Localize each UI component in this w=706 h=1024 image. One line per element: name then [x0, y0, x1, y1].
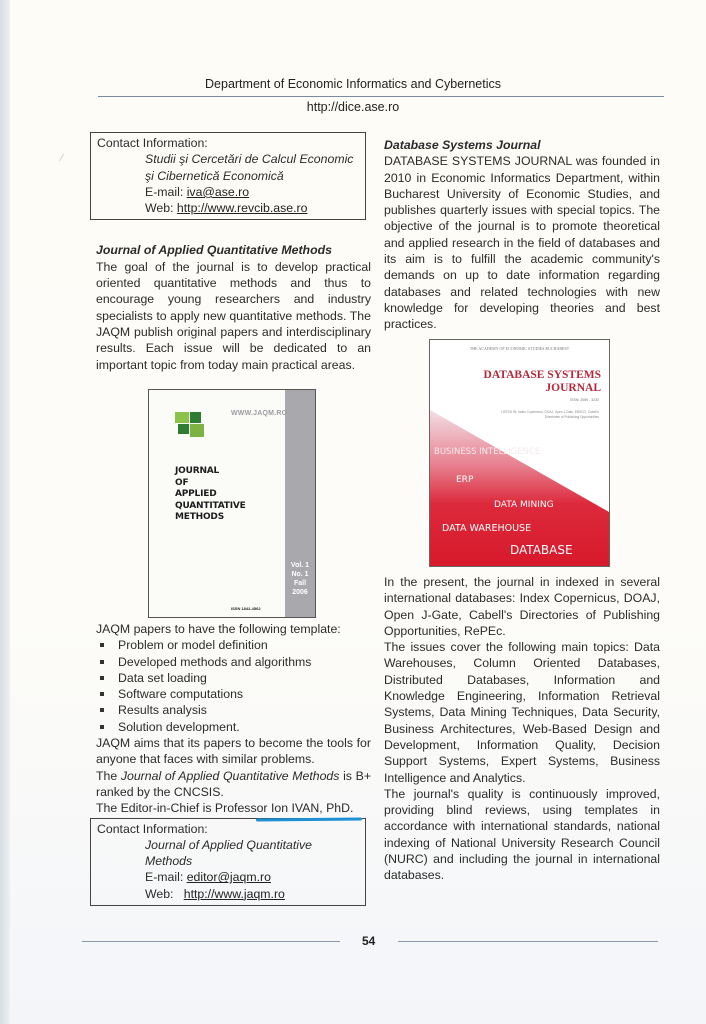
email-label: E-mail: — [145, 184, 184, 199]
web-row — [97, 200, 359, 216]
contact-label: Contact Information: — [97, 821, 208, 836]
cover-term: ERP — [456, 475, 474, 485]
logo-square — [178, 424, 189, 434]
cover-title-line: DATABASE SYSTEMS — [483, 369, 601, 381]
cover-volume — [289, 561, 311, 597]
cover-academy: THE ACADEMY OF ECONOMIC STUDIES BUCHAREST — [469, 346, 570, 351]
footer-rule-right — [398, 941, 658, 942]
cover-title-line: QUANTITATIVE — [175, 500, 246, 511]
ranking-journal: Journal of Applied Quantitative Methods — [120, 768, 340, 783]
web-link[interactable]: http://www.revcib.ase.ro — [176, 201, 308, 216]
footer-rule-left — [82, 941, 340, 942]
web-link[interactable]: http://www.jaqm.ro — [183, 886, 285, 901]
jaqm-editor: The Editor-in-Chief is Professor Ion IVAN, PhD. — [96, 801, 354, 816]
cover-term: BUSINESS INTELLIGENCE — [434, 447, 541, 457]
right-column-lower — [384, 574, 660, 884]
web-row — [97, 886, 359, 902]
scan-edge — [0, 0, 10, 1024]
ranking-suffix: is B+ ranked by the CNCSIS. — [96, 768, 371, 799]
right-column — [384, 137, 660, 333]
list-item: Results analysis — [96, 702, 371, 718]
ranking-prefix: The — [96, 768, 121, 783]
journal-name-line: Journal of Applied Quantitative Methods — [145, 837, 313, 869]
jaqm-heading: Journal of Applied Quantitative Methods — [96, 243, 332, 258]
dbj-topics: The issues cover the following main topics: Data Warehouses, Column Oriented Databases, Distributed Databases, Information and Knowledge Engineering, Information Retrieval Systems, Data Mining Techniques, Data Security, Business Architectures, Web-Based Design and Development, Information Quality, Decision Support Systems, Expert Systems, Business Intelligence and Analytics. — [384, 640, 660, 785]
dbj-indexed: In the present, the journal in indexed in several international databases: Index Copernicus, DOAJ, Open J-Gate, Cabell's Directories of Publishing Opportunities, RePEc. — [384, 575, 660, 638]
cover-vol-line: Vol. 1 — [290, 562, 310, 569]
jaqm-cover-image — [148, 389, 316, 618]
scan-mark: ⁄ — [61, 153, 63, 164]
cover-term: DATABASE — [510, 543, 573, 557]
email-link[interactable]: iva@ase.ro — [186, 184, 250, 199]
logo-square — [190, 424, 204, 437]
email-row — [97, 184, 359, 200]
logo-square — [175, 412, 189, 423]
jaqm-intro: The goal of the journal is to develop practical oriented quantitative methods and thus to encourage young researchers and industry specialists to apply new quantitative methods. The JAQM publish original papers and interdisciplinary results. Each issue will be dedicated to an important topic from today main practical areas. — [96, 259, 371, 372]
cover-title-line: JOURNAL — [545, 382, 601, 394]
cover-title-line: APPLIED — [175, 489, 217, 499]
email-row — [97, 869, 359, 885]
cover-issn: ISSN 1842-4562 — [231, 606, 261, 611]
web-label: Web: — [145, 201, 174, 216]
template-list — [96, 637, 371, 735]
template-intro: JAQM papers to have the following template: — [96, 622, 341, 636]
dbj-heading: Database Systems Journal — [384, 138, 541, 152]
list-item: Data set loading — [96, 670, 371, 686]
cover-url: WWW.JAQM.RO — [231, 410, 288, 417]
journal-name-line: şi Cibernetică Economică — [145, 168, 284, 183]
dbj-quality: The journal's quality is continuously improved, providing blind reviews, using templates in accordance with international standards, national indexing of National University Research Council (NURC) and including the journal in international databases. — [384, 786, 660, 883]
cover-term: DATA MINING — [494, 500, 554, 510]
dbj-cover-image — [429, 339, 610, 567]
logo-square — [190, 412, 201, 423]
cover-vol-line: 2006 — [292, 589, 308, 596]
email-label: E-mail: — [145, 870, 184, 885]
cover-title — [175, 466, 246, 524]
cover-listed: LISTED IN: Index Copernicus, DOAJ, Open J-Gate, EBSCO, Cabell's Directories of Publishing Opportunities — [500, 410, 599, 419]
jaqm-aims: JAQM aims that its papers to become the tools for anyone that faces with similar problems. — [96, 736, 371, 767]
email-link[interactable]: editor@jaqm.ro — [186, 870, 271, 885]
list-item: Solution development. — [96, 719, 371, 735]
list-item: Developed methods and algorithms — [96, 654, 371, 670]
cover-title-line: JOURNAL — [175, 466, 220, 476]
dbj-intro: DATABASE SYSTEMS JOURNAL was founded in 2010 in Economic Informatics Department, within Bucharest University of Economic Studies, and publishes quarterly issues with special topics. The objective of the journal is to promote theoretical and applied research in the field of databases and its aim is to fulfill the academic community's demands on up to date information regarding databases and related technologies with new knowledge for developing theories and best practices. — [384, 154, 660, 332]
contact-box-revcib — [90, 132, 366, 220]
cover-issn: ISSN: 2069 - 3230 — [570, 398, 599, 402]
cover-title-line: OF — [175, 477, 189, 488]
header-rule — [98, 96, 664, 97]
list-item: Problem or model definition — [96, 637, 371, 653]
page-header-title: Department of Economic Informatics and Cybernetics — [205, 77, 501, 91]
cover-title — [484, 369, 601, 395]
page-number: 54 — [362, 934, 376, 948]
cover-vol-line: No. 1 — [291, 571, 309, 578]
page-header-url[interactable]: http://dice.ase.ro — [306, 100, 400, 114]
cover-title-line: METHODS — [175, 512, 224, 522]
contact-label: Contact Information: — [97, 136, 208, 150]
journal-name-line: Studii şi Cercetări de Calcul Economic — [145, 152, 354, 167]
jaqm-ranking — [96, 768, 371, 801]
contact-box-jaqm — [90, 818, 366, 906]
cover-term: DATA WAREHOUSE — [442, 523, 532, 534]
list-item: Software computations — [96, 686, 371, 702]
cover-vol-line: Fall — [293, 580, 307, 587]
web-label: Web: — [145, 886, 174, 901]
left-column-lower — [96, 621, 371, 906]
left-column — [96, 132, 371, 373]
